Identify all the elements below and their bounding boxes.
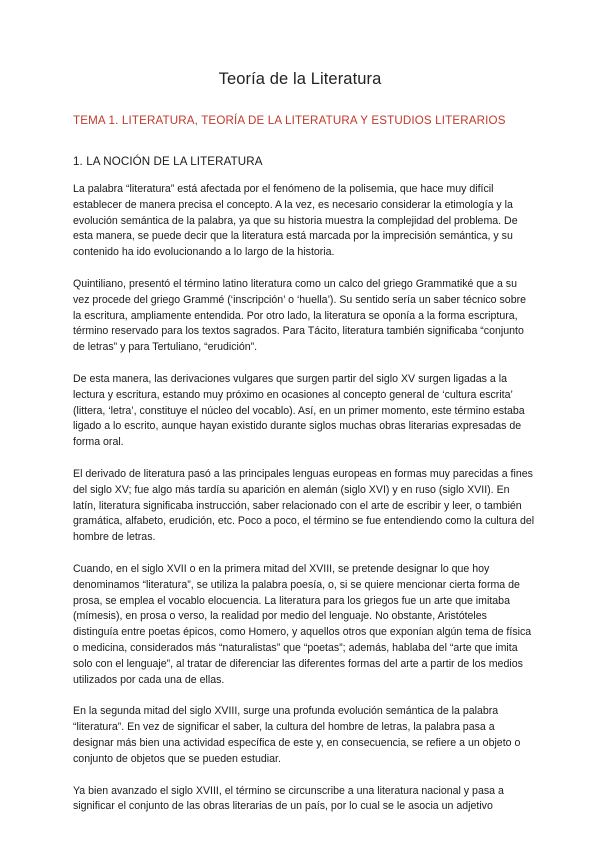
section-title: 1. LA NOCIÓN DE LA LITERATURA [73,155,263,168]
paragraph-1: La palabra “literatura” está afectada por el fenómeno de la polisemia, que hace muy difícil establecer de manera precisa el concepto. A la vez, es necesario considerar la etimología y la evolución semántica de la palabra, ya que su historia muestra la complejidad del problema. De esta manera, se puede decir que la literatura está marcada por la imprecisión semántica, y su contenido ha ido evolucionando a lo largo de la historia. [73,183,518,259]
paragraph-4: El derivado de literatura pasó a las principales lenguas europeas en formas muy parecidas a fines del siglo XV; fue algo más tardía su aparición en alemán (siglo XVI) y en ruso (siglo XVII). En latín, literatura significaba instrucción, saber relacionado con el arte de escribir y leer, o también gramática, alfabeto, erudición, etc. Poco a poco, el término se fue entendiendo como la cultura del hombre de letras. [73,467,535,544]
paragraph-6: En la segunda mitad del siglo XVIII, surge una profunda evolución semántica de la palabra “literatura”. En vez de significar el saber, la cultura del hombre de letras, la palabra pasa a designar más bien una actividad específica de este y, en consecuencia, se refiere a un objeto o conjunto de objetos que se pueden estudiar. [73,705,521,765]
document-title: Teoría de la Literatura [218,70,382,88]
paragraph-7: Ya bien avanzado el siglo XVIII, el término se circunscribe a una literatura nacional y pasa a significar el conjunto de las obras literarias de un país, por lo cual se le asocia un adjetivo [73,784,504,813]
paragraph-3: De esta manera, las derivaciones vulgares que surgen partir del siglo XV surgen ligadas a la lectura y escritura, estando muy próximo en ocasiones al concepto general de ‘cultura escrita’ (littera, ‘letra’, constituye el núcleo del vocablo). Así, en un primer momento, este término estaba ligado a lo escrito, aunque hayan existido durante siglos muchas obras literarias expresadas de forma oral. [73,372,525,449]
paragraph-2: Quintiliano, presentó el término latino literatura como un calco del griego Grammatiké que a su vez procede del griego Grammé (‘inscripción’ o ‘huella’). Su sentido sería un saber técnico sobre la escritura, ampliamente entendida. Por otro lado, la literatura se oponía a la forma escriptura, término reservado para los textos sagrados. Para Tácito, literatura también significaba “conjunto de letras” y para Tertuliano, “erudición”. [73,277,527,354]
paragraph-5: Cuando, en el siglo XVII o en la primera mitad del XVIII, se pretende designar lo que hoy denominamos “literatura”, se utiliza la palabra poesía, o, si se quiere mencionar cierta forma de prosa, se emplea el vocablo elocuencia. La literatura para los griegos fue un arte que imitaba (mímesis), en prosa o verso, la realidad por medio del lenguaje. No obstante, Aristóteles distinguía entre poetas épicos, como Homero, y aquellos otros que exponían algún tema de física o medicina, considerados más “naturalistas” que “poetas”; además, hablaba del “arte que imita solo con el lenguaje”, al tratar de diferenciar las diferentes formas del arte a partir de los medios utilizados por cada una de ellas. [73,562,532,686]
body-text [73,182,535,831]
topic-title: TEMA 1. LITERATURA, TEORÍA DE LA LITERATURA Y ESTUDIOS LITERARIOS [73,114,506,127]
